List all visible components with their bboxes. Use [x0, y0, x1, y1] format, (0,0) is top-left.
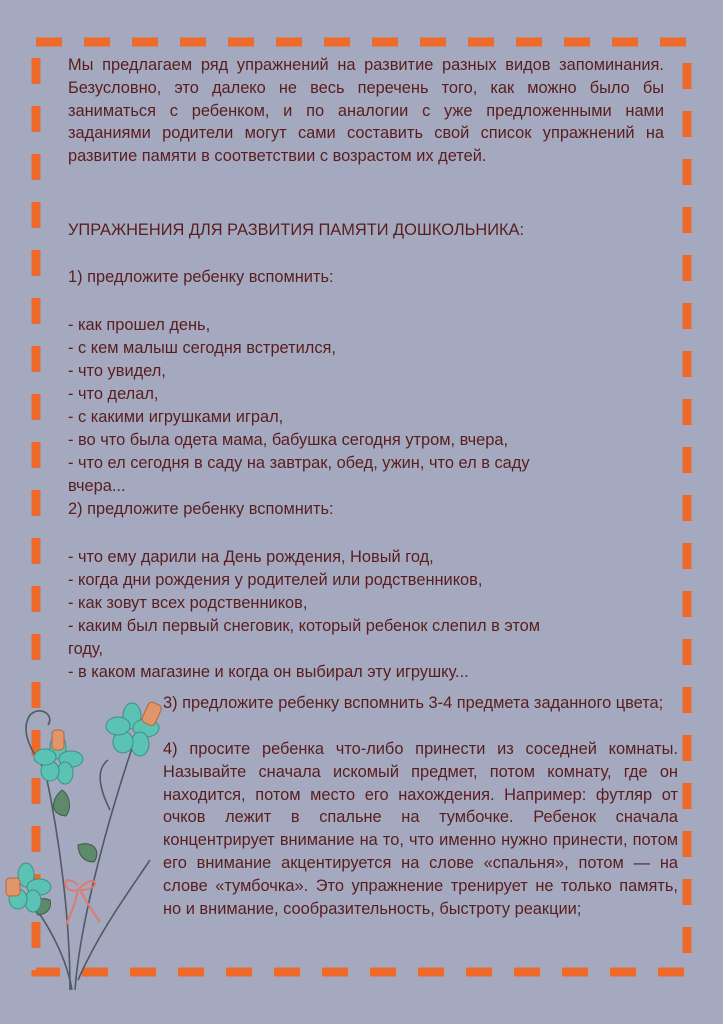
list-item: году,: [68, 640, 104, 658]
flower-icon: [34, 730, 83, 784]
list-item: - во что была одета мама, бабушка сегодня утром, вчера,: [68, 431, 509, 449]
flower-icon: [106, 701, 163, 756]
intro-paragraph: Мы предлагаем ряд упражнений на развитие разных видов запоминания. Безусловно, это далеко не весь перечень того, как можно было бы заниматься с ребенком, и по аналогии с уже предложенными нами заданиями родители могут сами составить свой список упражнений на развитие памяти в соответствии с возрастом их детей.: [68, 56, 664, 166]
list-item: - с кем малыш сегодня встретился,: [68, 339, 336, 357]
exercise-4: 4) просите ребенка что-либо принести из соседней комнаты. Называйте сначала искомый предмет, потом комнату, где он находится, потом место его нахождения. Например: футляр от очков лежит в спальне на тумбочке. Ребенок сначала концентрирует внимание на то, что именно нужно принести, потом его внимание акцентируется на слове «спальня», потом — на слове «тумбочка». Это упражнение тренирует не только память, но и внимание, сообразительность, быстроту реакции;: [163, 740, 678, 918]
list-item: - каким был первый снеговик, который ребенок слепил в этом: [68, 617, 541, 635]
list-item: - что ему дарили на День рождения, Новый год,: [68, 548, 434, 566]
flowers-illustration: [0, 690, 170, 990]
bow-icon: [65, 880, 100, 925]
list-item: - когда дни рождения у родителей или родственников,: [68, 571, 483, 589]
exercise-3: 3) предложите ребенку вспомнить 3-4 предмета заданного цвета;: [163, 694, 664, 712]
section1-title: 1) предложите ребенку вспомнить:: [68, 268, 334, 286]
list-item: - что увидел,: [68, 362, 166, 380]
list-item: - что ел сегодня в саду на завтрак, обед, ужин, что ел в саду: [68, 454, 530, 472]
list-item: - как зовут всех родственников,: [68, 594, 308, 612]
list-item: - что делал,: [68, 385, 159, 403]
list-item: - в каком магазине и когда он выбирал эту игрушку...: [68, 663, 469, 681]
list-item: - с какими игрушками играл,: [68, 408, 284, 426]
section2-title: 2) предложите ребенку вспомнить:: [68, 500, 334, 518]
section-heading: УПРАЖНЕНИЯ ДЛЯ РАЗВИТИЯ ПАМЯТИ ДОШКОЛЬНИКА:: [68, 221, 525, 239]
list-item: вчера...: [68, 477, 126, 495]
list-item: - как прошел день,: [68, 316, 211, 334]
